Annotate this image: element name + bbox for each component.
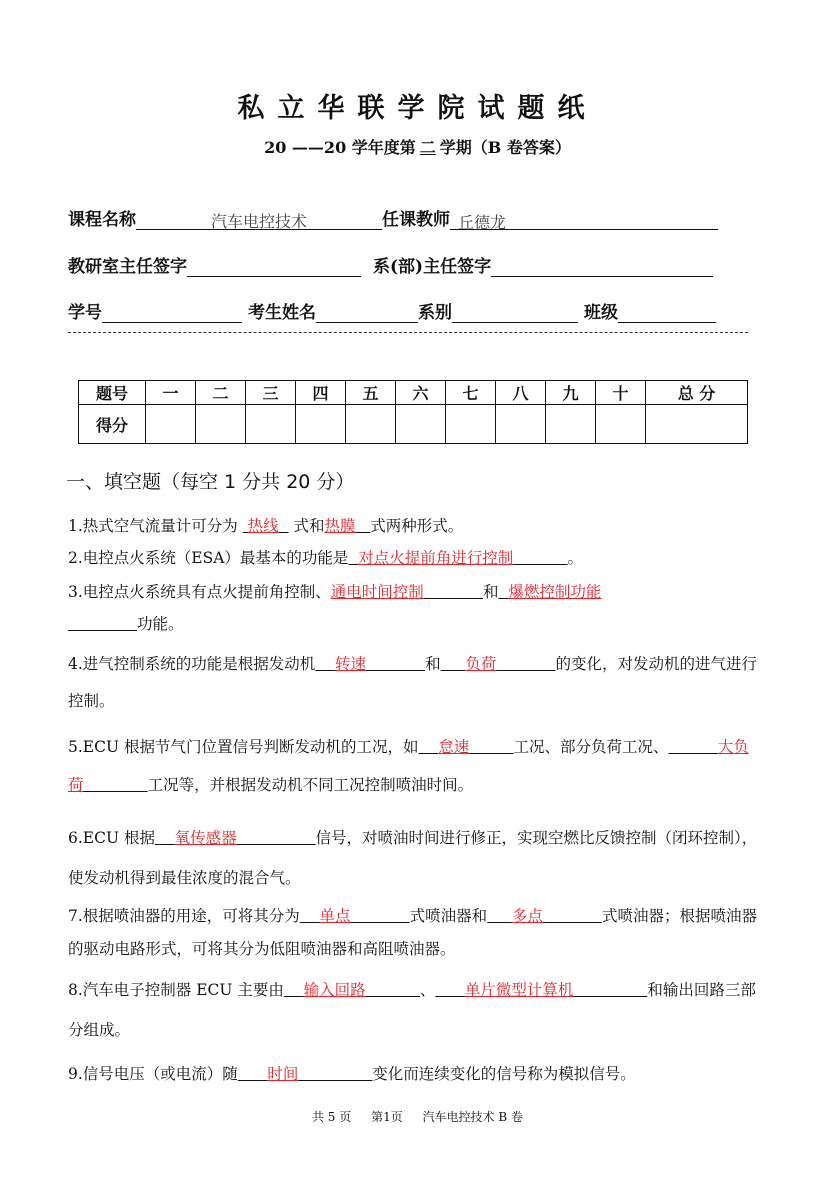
section-heading: 一、填空题（每空 1 分共 20 分） <box>66 471 355 493</box>
question-text: 8.汽车电子控制器 ECU 主要由 <box>68 981 284 999</box>
question-9 <box>68 1058 768 1090</box>
score-row-label: 得分 <box>79 405 146 444</box>
col-header: 八 <box>496 381 546 405</box>
question-text: 2.电控点火系统（ESA）最基本的功能是 <box>68 549 349 567</box>
score-cell[interactable] <box>246 405 296 444</box>
question-2 <box>68 542 768 574</box>
question-4 <box>68 646 768 720</box>
question-number-header: 题号 <box>79 381 146 405</box>
page-title: 私立华联学院试题纸 <box>237 93 598 124</box>
teacher-label: 任课教师 <box>382 210 450 230</box>
question-text: 4.进气控制系统的功能是根据发动机 <box>68 655 316 673</box>
answer-blank: 对点火提前角进行控制 <box>358 549 514 567</box>
question-text: 式和 <box>288 517 325 535</box>
col-header: 一 <box>146 381 196 405</box>
course-field: 汽车电控技术 <box>136 209 382 230</box>
question-text: 和 <box>425 655 441 673</box>
student-name-label: 考生姓名 <box>248 303 316 323</box>
course-row <box>68 205 718 230</box>
question-text: 3.电控点火系统具有点火提前角控制、 <box>68 583 331 601</box>
question-5 <box>68 728 768 804</box>
dept-head-signature-field[interactable] <box>187 256 361 277</box>
answer-blank: 多点 <box>511 907 543 925</box>
question-1 <box>68 510 768 542</box>
faculty-head-label: 系(部)主任签字 <box>373 257 492 277</box>
answer-blank: 单点 <box>319 907 351 925</box>
class-label: 班级 <box>584 303 618 323</box>
student-id-label: 学号 <box>68 303 102 323</box>
score-cell[interactable] <box>546 405 596 444</box>
question-text: 9.信号电压（或电流）随 <box>68 1065 238 1083</box>
question-text: 工况、部分负荷工况、 <box>513 738 669 756</box>
score-cell[interactable] <box>196 405 246 444</box>
department-label: 系别 <box>418 303 452 323</box>
col-header: 九 <box>546 381 596 405</box>
total-header: 总 分 <box>646 381 748 405</box>
question-text: 和输出回路三部分组成。 <box>68 981 756 1039</box>
question-text: 式两种形式。 <box>370 517 464 535</box>
col-header: 六 <box>396 381 446 405</box>
signature-row <box>68 252 713 277</box>
score-table <box>78 380 748 444</box>
course-label: 课程名称 <box>68 210 136 230</box>
question-text: 功能。 <box>136 615 184 633</box>
col-header: 七 <box>446 381 496 405</box>
answer-blank: 输入回路 <box>303 981 366 999</box>
subtitle-year: 20 ——20 学年度第 <box>264 138 416 157</box>
class-field[interactable] <box>618 302 716 323</box>
answer-blank: 热膜 <box>324 517 356 535</box>
answer-blank: 怠速 <box>438 738 470 756</box>
answer-blank: 转速 <box>335 655 367 673</box>
answer-blank: 通电时间控制 <box>330 583 424 601</box>
col-header: 四 <box>296 381 346 405</box>
answer-blank: 负荷 <box>465 655 497 673</box>
question-text: 、 <box>419 981 436 999</box>
page-subtitle <box>0 135 835 158</box>
dept-head-label: 教研室主任签字 <box>68 257 187 277</box>
question-7 <box>68 900 768 966</box>
question-text: 式喷油器；根据喷油器的驱动电路形式，可将其分为低阻喷油器和高阻喷油器。 <box>68 907 757 958</box>
question-text: 1.热式空气流量计可分为 <box>68 517 243 535</box>
page-footer <box>0 1108 835 1125</box>
question-6 <box>68 818 768 898</box>
exam-name: 汽车电控技术 B 卷 <box>422 1110 523 1124</box>
teacher-field: 丘德龙 <box>450 210 718 230</box>
answer-blank: 氧传感器 <box>174 829 237 847</box>
answer-blank: 单片微型计算机 <box>464 981 574 999</box>
score-cell[interactable] <box>346 405 396 444</box>
question-3 <box>68 576 768 640</box>
score-cell[interactable] <box>296 405 346 444</box>
subtitle-term: 二 <box>419 138 436 157</box>
question-text: 7.根据喷油器的用途，可将其分为 <box>68 907 300 925</box>
score-cell[interactable] <box>396 405 446 444</box>
col-header: 二 <box>196 381 246 405</box>
question-text: 。 <box>567 549 584 567</box>
score-cell[interactable] <box>596 405 646 444</box>
score-cell[interactable] <box>496 405 546 444</box>
student-id-field[interactable] <box>102 302 242 323</box>
student-name-field[interactable] <box>316 302 418 323</box>
score-cell[interactable] <box>146 405 196 444</box>
col-header: 十 <box>596 381 646 405</box>
subtitle-rest: 学期（B 卷答案） <box>439 138 571 157</box>
department-field[interactable] <box>452 302 578 323</box>
col-header: 五 <box>346 381 396 405</box>
page-number: 第1页 <box>371 1110 403 1124</box>
answer-blank: 大负荷 <box>68 738 749 794</box>
cut-line-divider <box>68 332 748 333</box>
question-text: 式喷油器和 <box>409 907 488 925</box>
question-8 <box>68 970 768 1050</box>
question-text: 工况等，并根据发动机不同工况控制喷油时间。 <box>147 776 474 794</box>
col-header: 三 <box>246 381 296 405</box>
question-text: 6.ECU 根据 <box>68 829 155 847</box>
answer-blank: 时间 <box>267 1065 299 1083</box>
total-score-cell[interactable] <box>646 405 748 444</box>
question-text: 信号，对喷油时间进行修正，实现空燃比反馈控制（闭环控制），使发动机得到最佳浓度的混合气。 <box>68 829 758 887</box>
answer-blank: 热线 <box>247 517 279 535</box>
total-pages: 共 5 页 <box>311 1110 352 1124</box>
question-text: 5.ECU 根据节气门位置信号判断发动机的工况，如 <box>68 738 419 756</box>
faculty-head-signature-field[interactable] <box>491 256 713 277</box>
question-text: 变化而连续变化的信号称为模拟信号。 <box>372 1065 636 1083</box>
student-row <box>68 298 716 323</box>
question-text: 的变化，对发动机的进气进行控制。 <box>68 655 757 710</box>
answer-blank: 爆燃控制功能 <box>508 583 602 601</box>
question-text: 和 <box>482 583 499 601</box>
score-cell[interactable] <box>446 405 496 444</box>
